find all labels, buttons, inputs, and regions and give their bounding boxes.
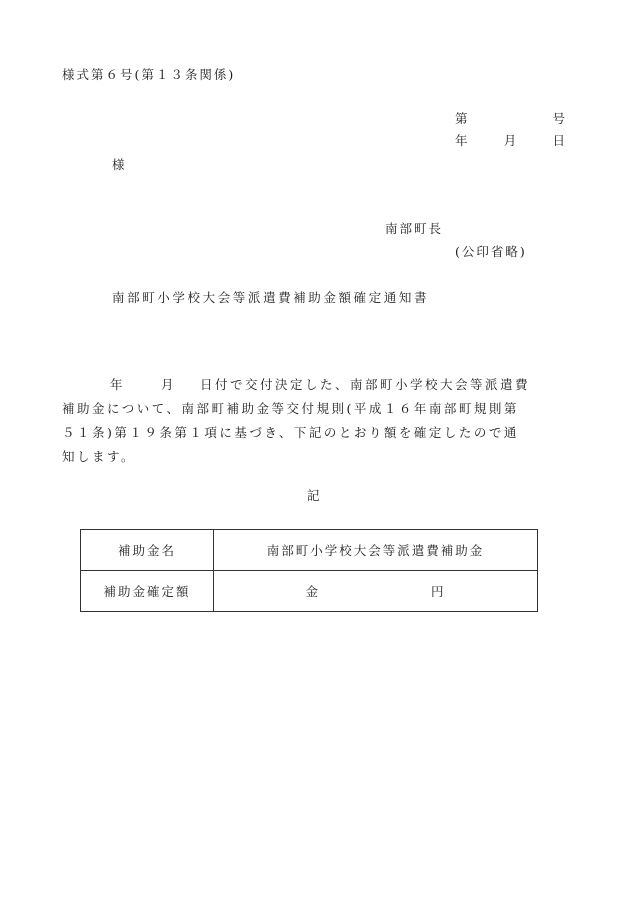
body-line-3: ５１条)第１９条第１項に基づき、下記のとおり額を確定したので通: [62, 425, 519, 440]
table-row: [81, 571, 538, 612]
subsidy-name-label: 補助金名: [81, 530, 214, 571]
table-row: [81, 530, 538, 571]
body-line-2: 補助金について、南部町補助金等交付規則(平成１６年南部町規則第: [62, 401, 519, 416]
amount-prefix: 金: [305, 584, 321, 599]
form-number: 様式第６号(第１３条関係): [62, 67, 236, 82]
body-line-1-text: 日付で交付決定した、南部町小学校大会等派遣費: [200, 377, 531, 392]
date-month: 月: [503, 133, 517, 148]
subsidy-amount-value: [214, 571, 538, 612]
seal-omitted-note: (公印省略): [455, 244, 527, 259]
date-year: 年: [455, 133, 468, 148]
amount-suffix: 円: [430, 584, 446, 599]
body-date-month: 月: [161, 377, 177, 392]
subsidy-name-value: 南部町小学校大会等派遣費補助金: [214, 530, 538, 571]
subsidy-amount-label: 補助金確定額: [81, 571, 214, 612]
date-day: 日: [552, 133, 565, 148]
document-date: [455, 132, 565, 150]
recipient-honorific: 様: [112, 157, 127, 172]
doc-number-dai: 第: [455, 111, 468, 126]
body-line-4: 知します。: [62, 449, 137, 464]
document-title: 南部町小学校大会等派遣費補助金額確定通知書: [112, 290, 430, 305]
subsidy-table: [80, 529, 538, 612]
body-line-1: [62, 373, 568, 397]
doc-number-go: 号: [552, 111, 565, 126]
ki-heading: 記: [307, 488, 322, 503]
issuer-name: 南部町長: [385, 221, 444, 236]
body-paragraph: [62, 373, 568, 469]
document-number: [455, 110, 565, 128]
body-date-year: 年: [110, 377, 126, 392]
